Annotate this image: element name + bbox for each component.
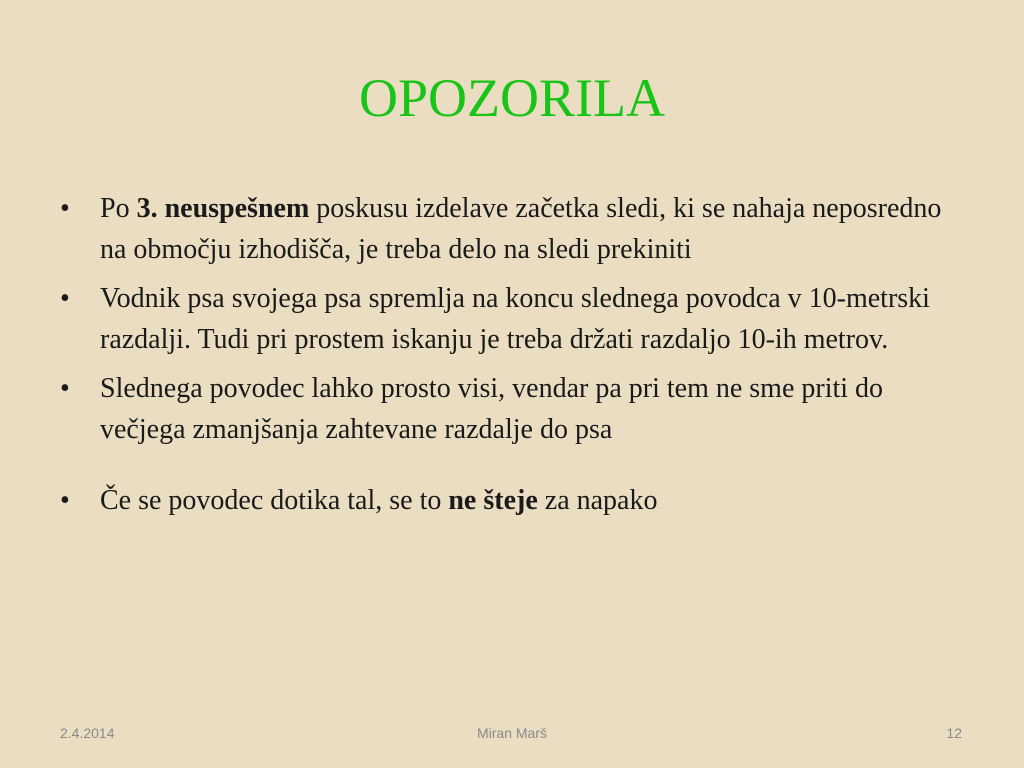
bullet-text-bold: 3. neuspešnem xyxy=(136,193,310,224)
bullet-text-pre: Če se povodec dotika tal, se to xyxy=(100,485,449,516)
footer-author: Miran Marš xyxy=(476,725,547,741)
bullet-item xyxy=(60,188,960,270)
bullet-text-post: poskusu izdelave začetka sledi, ki se nahaja neposredno na območju izhodišča, je treba delo na sledi prekiniti xyxy=(100,193,942,265)
footer-date: 2.4.2014 xyxy=(60,725,115,741)
page-number: 12 xyxy=(946,725,962,741)
bullet-icon: • xyxy=(60,193,70,224)
slide-title: OPOZORILA xyxy=(359,68,665,128)
bullet-text-pre: Po xyxy=(100,193,137,224)
bullet-icon: • xyxy=(60,373,70,404)
bullet-list xyxy=(60,188,960,529)
bullet-text-post: za napako xyxy=(537,485,658,516)
bullet-icon: • xyxy=(60,283,70,314)
bullet-text-bold: ne šteje xyxy=(448,485,538,516)
bullet-text: Vodnik psa svojega psa spremlja na koncu slednega povodca v 10-metrski razdalji. Tudi pri prostem iskanju je treba držati razdaljo 10-ih metrov. xyxy=(100,283,930,355)
bullet-item xyxy=(60,368,960,450)
bullet-icon: • xyxy=(60,485,70,516)
bullet-text: Slednega povodec lahko prosto visi, vendar pa pri tem ne sme priti do večjega zmanjšanja zahtevane razdalje do psa xyxy=(100,373,884,445)
bullet-item xyxy=(60,480,960,521)
bullet-item xyxy=(60,278,960,360)
